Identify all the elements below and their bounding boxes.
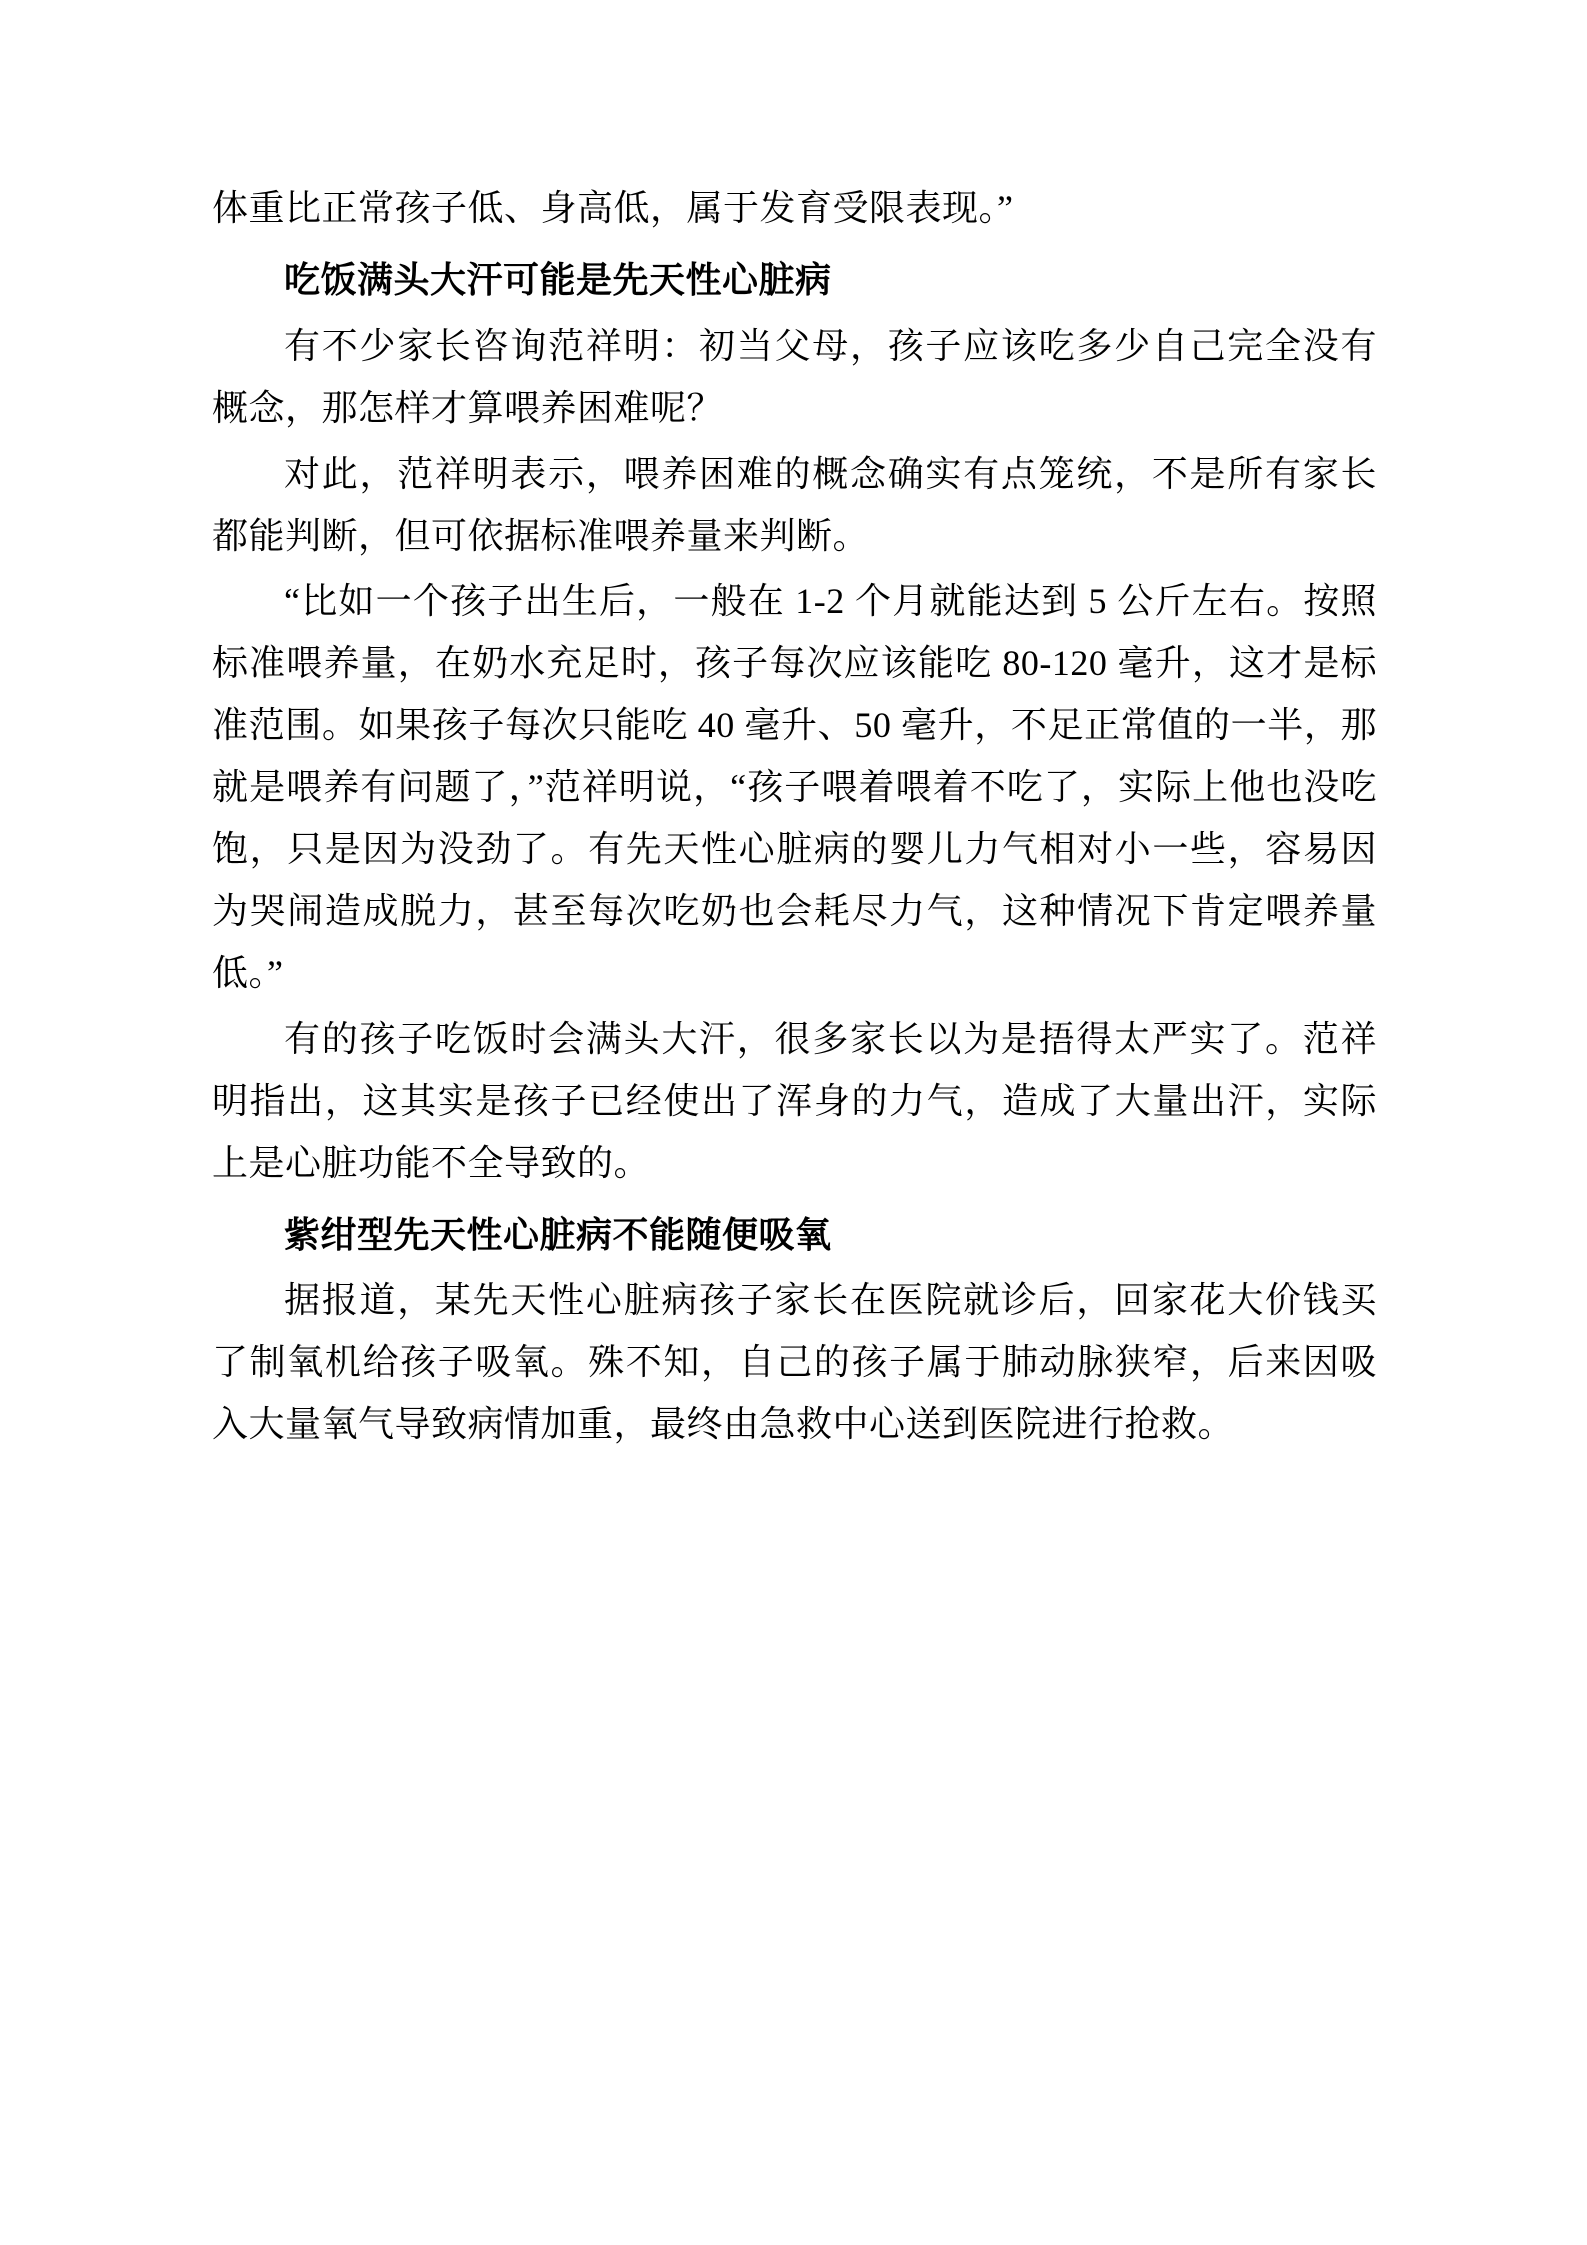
paragraph-parent-questions: 有不少家长咨询范祥明：初当父母，孩子应该吃多少自己完全没有概念，那怎样才算喂养困难呢？ bbox=[212, 325, 1377, 428]
paragraph-oxygen-case-report: 据报道，某先天性心脏病孩子家长在医院就诊后，回家花大价钱买了制氧机给孩子吸氧。殊不知，自己的孩子属于肺动脉狭窄，后来因吸入大量氧气导致病情加重，最终由急救中心送到医院进行抢救。 bbox=[212, 1280, 1377, 1445]
section-heading-cyanotic-oxygen: 紫绀型先天性心脏病不能随便吸氧 bbox=[284, 1214, 832, 1255]
paragraph-continuation: 体重比正常孩子低、身高低，属于发育受限表现。” bbox=[212, 188, 1014, 228]
document-body bbox=[212, 178, 1377, 1460]
paragraph-feeding-standard-quote: “比如一个孩子出生后，一般在 1-2 个月就能达到 5 公斤左右。按照标准喂养量，在奶水充足时，孩子每次应该能吃 80-120 毫升，这才是标准范围。如果孩子每次只能吃 40 毫升、50 毫升，不足正常值的一半，那就是喂养有问题了，”范祥明说，“孩子喂着喂着不吃了，实际上他也没吃饱，只是因为没劲了。有先天性心脏病的婴儿力气相对小一些，容易因为哭闹造成脱力，甚至每次吃奶也会耗尽力气，这种情况下肯定喂养量低。” bbox=[212, 581, 1377, 993]
paragraph-expert-response: 对此，范祥明表示，喂养困难的概念确实有点笼统，不是所有家长都能判断，但可依据标准喂养量来判断。 bbox=[212, 453, 1377, 556]
paragraph-sweating-explanation: 有的孩子吃饭时会满头大汗，很多家长以为是捂得太严实了。范祥明指出，这其实是孩子已经使出了浑身的力气，造成了大量出汗，实际上是心脏功能不全导致的。 bbox=[212, 1018, 1377, 1183]
section-heading-feeding-sweat: 吃饭满头大汗可能是先天性心脏病 bbox=[284, 259, 832, 300]
